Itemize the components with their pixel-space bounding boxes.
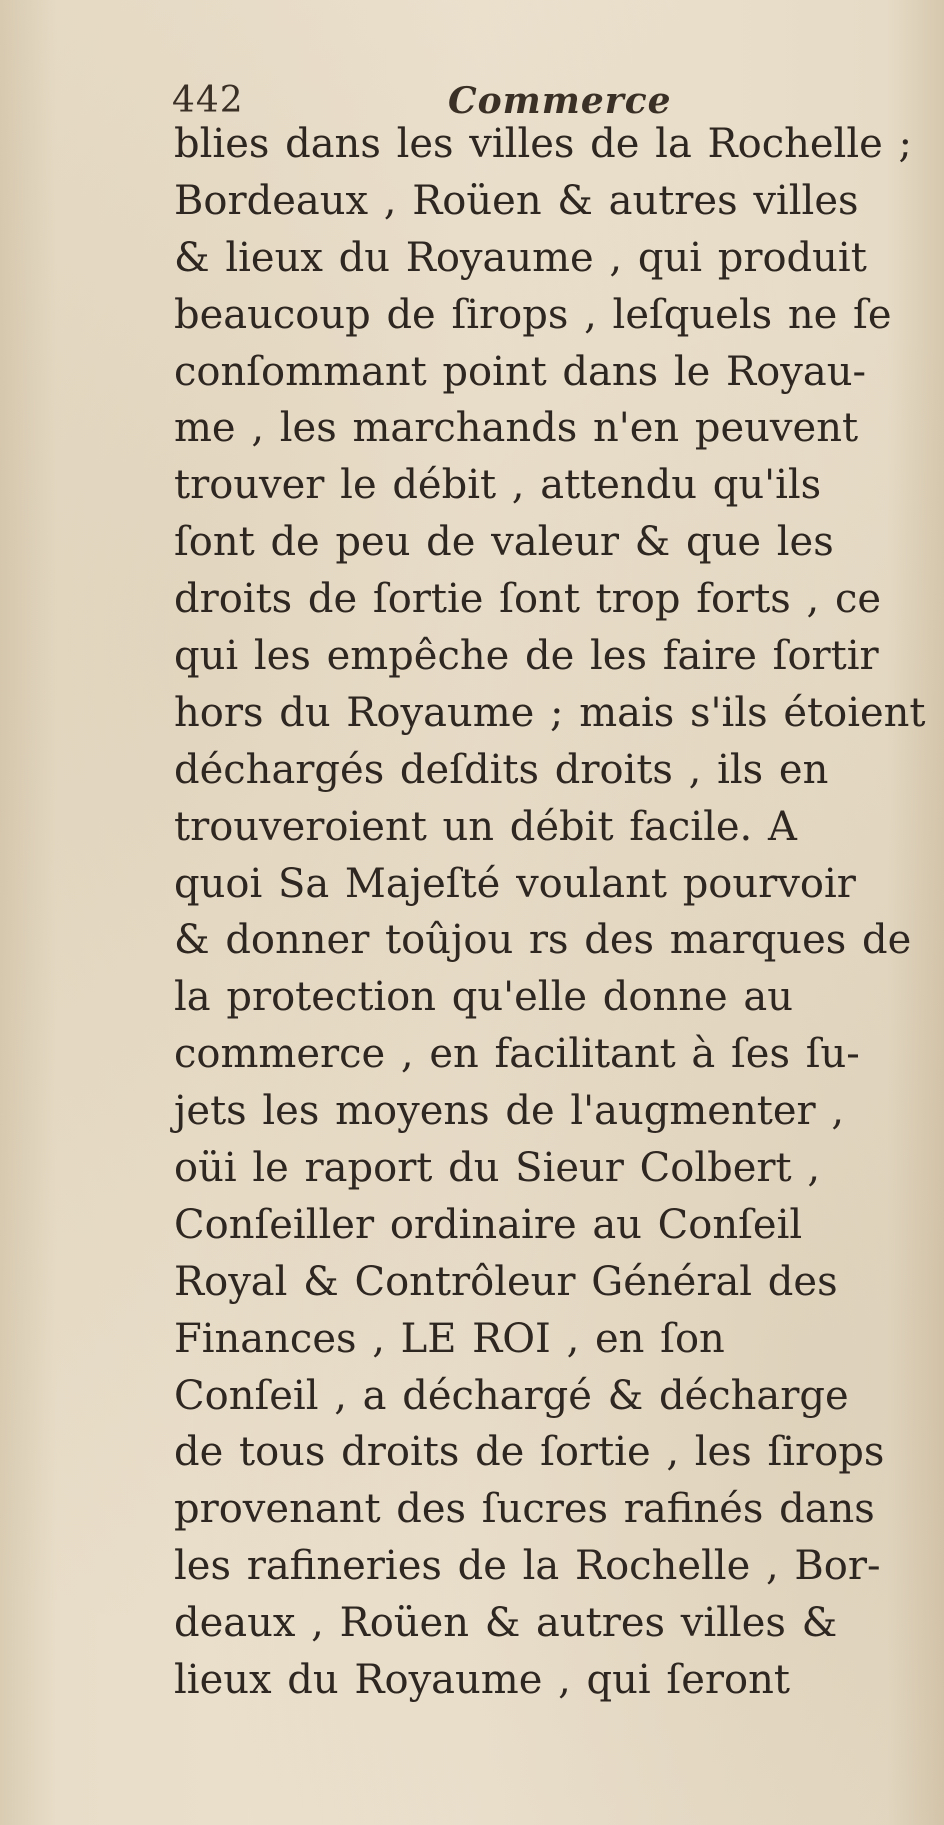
text-line: provenant des ſucres rafinés dans	[174, 1486, 875, 1533]
text-line: Conſeil , a déchargé & décharge	[174, 1372, 849, 1419]
text-line: droits de ſortie ſont trop forts , ce	[174, 576, 882, 623]
text-line: blies dans les villes de la Rochelle ;	[174, 121, 912, 167]
text-line: conſommant point dans le Royau-	[174, 348, 866, 395]
text-line: & donner toûjou rs des marques de	[174, 917, 912, 964]
text-line: jets les moyens de l'augmenter ,	[174, 1088, 845, 1135]
text-line: Finances , LE ROI , en ſon	[174, 1315, 725, 1362]
page-number: 442	[172, 80, 244, 121]
body-text	[174, 116, 944, 1709]
text-line: quoi Sa Majeſté voulant pourvoir	[174, 860, 856, 907]
text-line: trouveroient un débit facile. A	[174, 803, 797, 850]
text-line: lieux du Royaume , qui ſeront	[174, 1657, 790, 1704]
text-line: & lieux du Royaume , qui produit	[174, 234, 867, 281]
text-line: commerce , en facilitant à ſes ſu-	[174, 1031, 860, 1078]
text-line: deaux , Roüen & autres villes &	[174, 1600, 838, 1647]
text-line: la protection qu'elle donne au	[174, 974, 793, 1021]
page-header	[172, 80, 672, 120]
text-line: déchargés deſdits droits , ils en	[174, 746, 829, 793]
text-line: de tous droits de ſortie , les ſirops	[174, 1429, 885, 1476]
text-line: me , les marchands n'en peuvent	[174, 405, 859, 452]
text-line: les rafineries de la Rochelle , Bor-	[174, 1543, 881, 1590]
text-line: qui les empêche de les faire ſortir	[174, 633, 879, 680]
text-line: Royal & Contrôleur Général des	[174, 1258, 838, 1305]
text-line: oüi le raport du Sieur Colbert ,	[174, 1145, 821, 1192]
text-line: beaucoup de ſirops , leſquels ne ſe	[174, 291, 892, 338]
running-head: Commerce	[448, 80, 672, 122]
text-line: Conſeiller ordinaire au Conſeil	[174, 1201, 803, 1248]
text-line: ſont de peu de valeur & que les	[174, 519, 834, 566]
text-line: trouver le débit , attendu qu'ils	[174, 462, 822, 509]
text-line: hors du Royaume ; mais s'ils étoient	[174, 689, 926, 736]
text-line: Bordeaux , Roüen & autres villes	[174, 177, 859, 224]
